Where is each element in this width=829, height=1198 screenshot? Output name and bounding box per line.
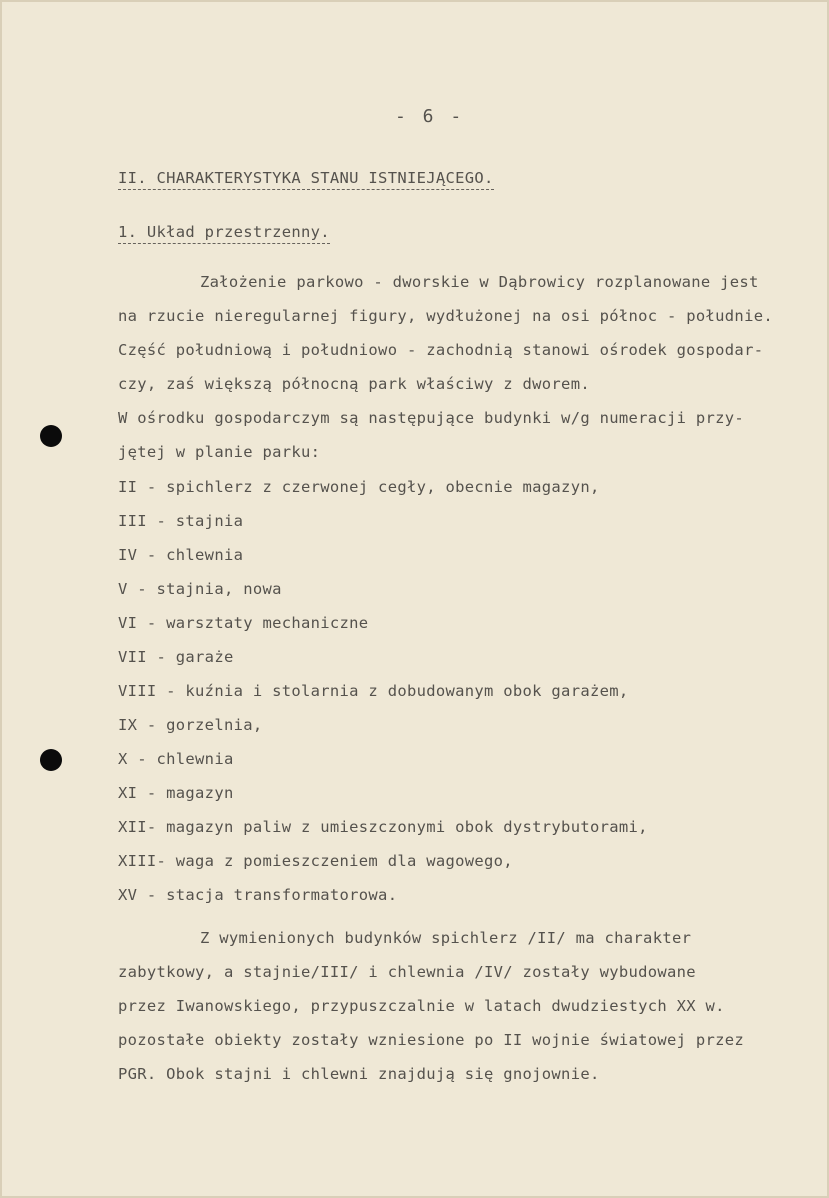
list-item: II - spichlerz z czerwonej cegły, obecnie magazyn, xyxy=(118,478,600,496)
text-line: na rzucie nieregularnej figury, wydłużonej na osi północ - południe. xyxy=(118,307,773,325)
section-heading: II. CHARAKTERYSTYKA STANU ISTNIEJĄCEGO. xyxy=(118,168,494,190)
list-item: IX - gorzelnia, xyxy=(118,716,263,734)
list-item: XII- magazyn paliw z umieszczonymi obok dystrybutorami, xyxy=(118,818,648,836)
text-line: jętej w planie parku: xyxy=(118,443,321,461)
list-item: X - chlewnia xyxy=(118,750,234,768)
text-line: W ośrodku gospodarczym są następujące budynki w/g numeracji przy- xyxy=(118,409,745,427)
list-item: III - stajnia xyxy=(118,512,244,530)
text-line: zabytkowy, a stajnie/III/ i chlewnia /IV/ zostały wybudowane xyxy=(118,963,696,981)
text-line: Z wymienionych budynków spichlerz /II/ ma charakter xyxy=(200,929,692,947)
punch-hole-top xyxy=(40,425,62,447)
punch-hole-bottom xyxy=(40,749,62,771)
list-item: IV - chlewnia xyxy=(118,546,244,564)
subsection-heading: 1. Układ przestrzenny. xyxy=(118,222,330,244)
text-line: PGR. Obok stajni i chlewni znajdują się gnojownie. xyxy=(118,1065,600,1083)
text-line: Założenie parkowo - dworskie w Dąbrowicy rozplanowane jest xyxy=(200,273,759,291)
text-line: Część południową i południowo - zachodnią stanowi ośrodek gospodar- xyxy=(118,341,764,359)
list-item: V - stajnia, nowa xyxy=(118,580,282,598)
page-number: - 6 - xyxy=(395,106,465,127)
list-item: XV - stacja transformatorowa. xyxy=(118,886,398,904)
list-item: VII - garaże xyxy=(118,648,234,666)
text-line: przez Iwanowskiego, przypuszczalnie w latach dwudziestych XX w. xyxy=(118,997,725,1015)
text-line: czy, zaś większą północną park właściwy z dworem. xyxy=(118,375,590,393)
list-item: VIII - kuźnia i stolarnia z dobudowanym obok garażem, xyxy=(118,682,629,700)
text-line: pozostałe obiekty zostały wzniesione po II wojnie światowej przez xyxy=(118,1031,745,1049)
list-item: XIII- waga z pomieszczeniem dla wagowego, xyxy=(118,852,513,870)
list-item: XI - magazyn xyxy=(118,784,234,802)
list-item: VI - warsztaty mechaniczne xyxy=(118,614,369,632)
